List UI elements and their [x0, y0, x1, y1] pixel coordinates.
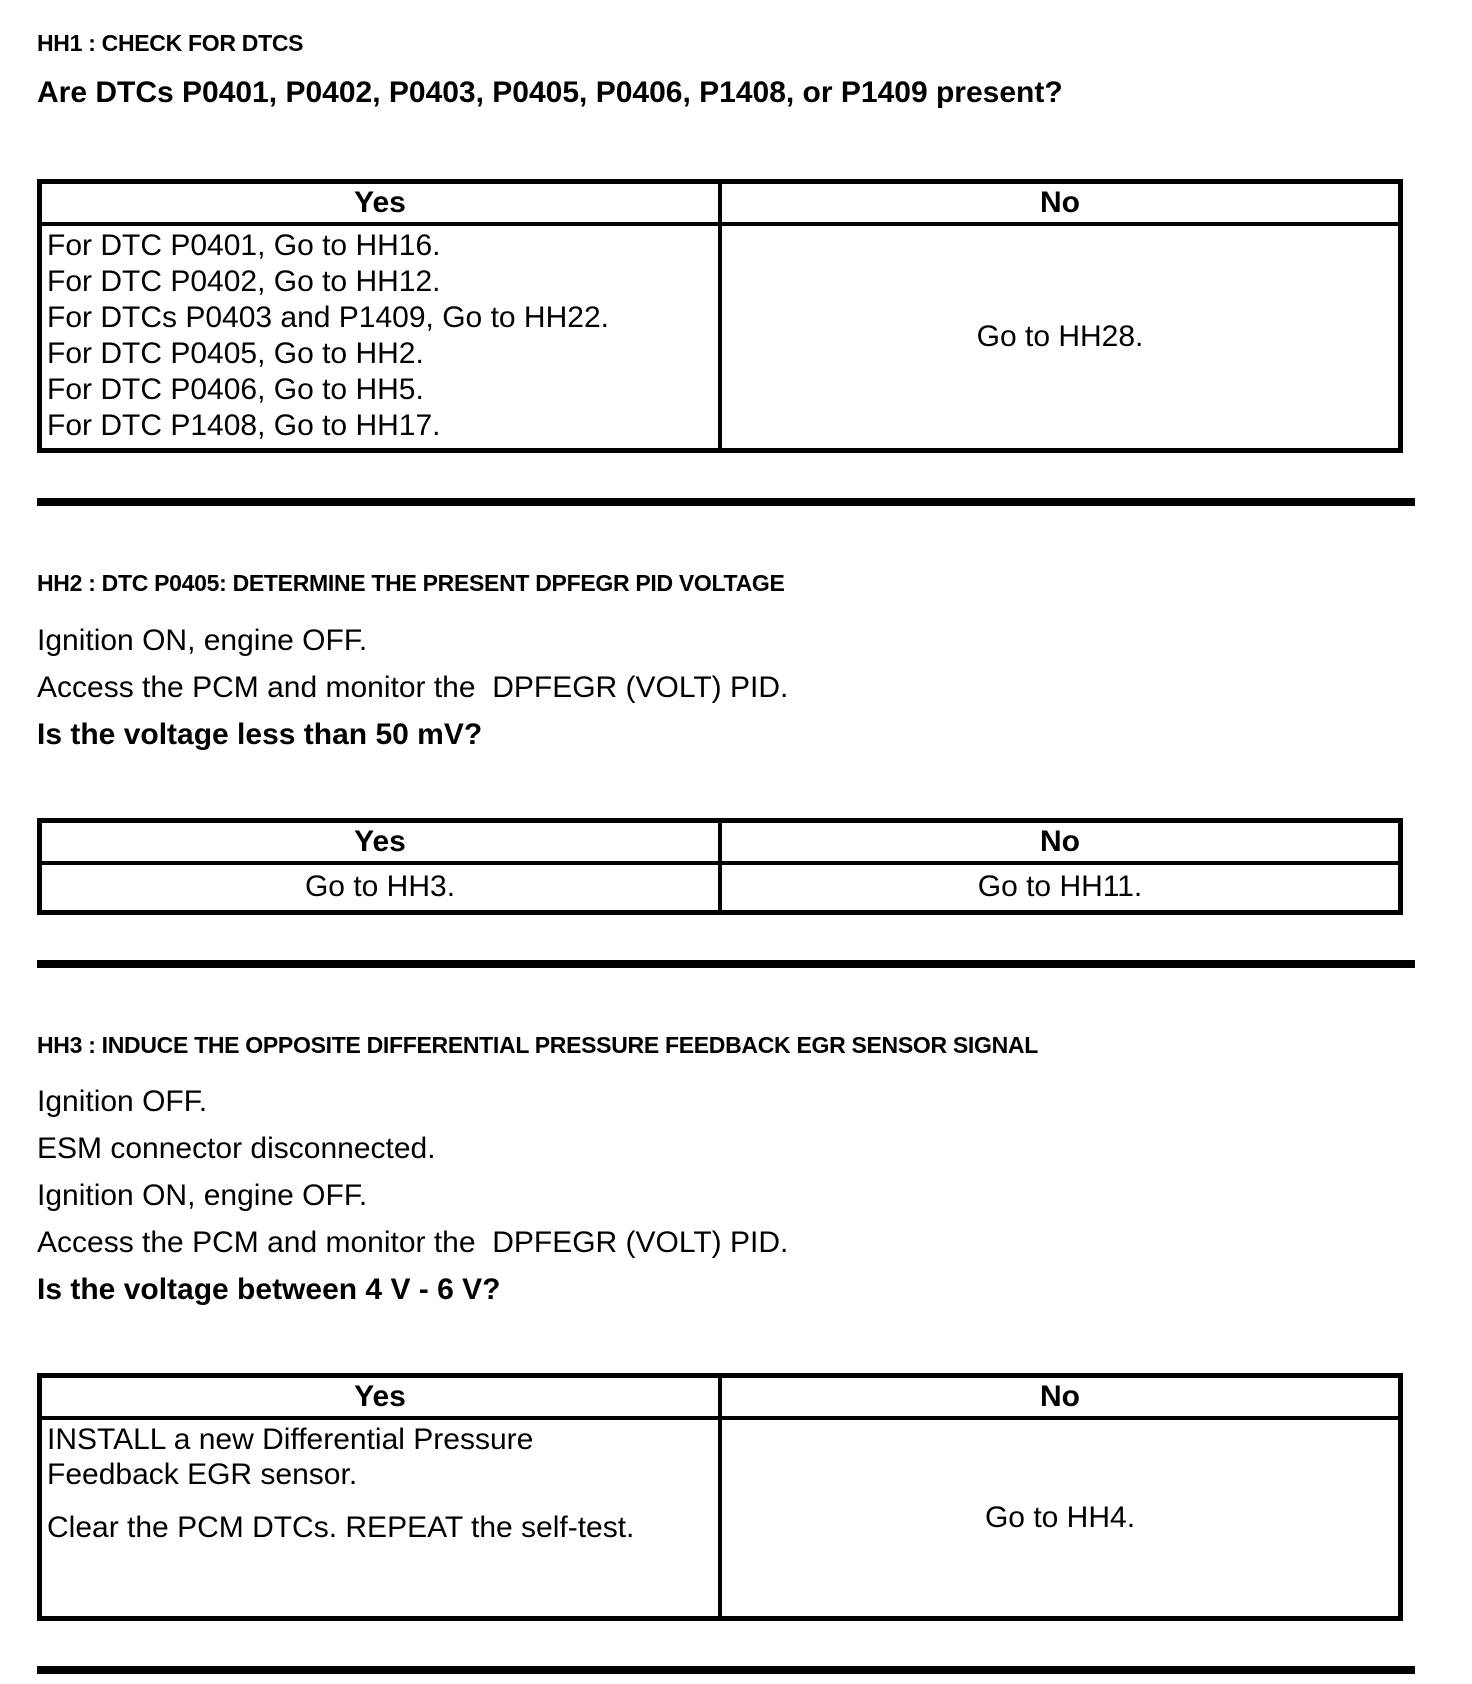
decision-table-hh2-body	[40, 863, 1401, 913]
yes-action: Go to HH3.	[304, 870, 456, 904]
result-row	[40, 224, 1401, 451]
no-header: No	[720, 1376, 1401, 1419]
decision-table-hh3-header	[40, 1376, 1401, 1419]
step-instruction: ESM connector disconnected.	[37, 1132, 436, 1166]
yes-cell	[40, 1418, 721, 1619]
yes-action-line: For DTC P0402, Go to HH12.	[47, 265, 441, 299]
yes-header: Yes	[40, 182, 721, 225]
yes-action-line: For DTC P0401, Go to HH16.	[47, 229, 441, 263]
yes-cell	[40, 224, 721, 451]
no-cell	[720, 1418, 1401, 1619]
step-title-hh1: HH1 : CHECK FOR DTCS	[37, 30, 304, 56]
step-instruction: Access the PCM and monitor the DPFEGR (VOLT) PID.	[37, 1226, 789, 1260]
decision-table-hh3-body	[40, 1418, 1401, 1619]
step-instruction: Access the PCM and monitor the DPFEGR (VOLT) PID.	[37, 670, 789, 704]
no-action: Go to HH28.	[976, 320, 1144, 354]
decision-table-hh1	[37, 179, 1403, 453]
step-instruction: Ignition ON, engine OFF.	[37, 1179, 368, 1213]
decision-table-hh1-header	[40, 182, 1401, 225]
result-row	[40, 1418, 1401, 1619]
step-title-hh2: HH2 : DTC P0405: DETERMINE THE PRESENT DPFEGR PID VOLTAGE	[37, 570, 785, 597]
yes-cell	[40, 863, 721, 913]
decision-table-hh2-header	[40, 820, 1401, 863]
yes-action-line: For DTC P0406, Go to HH5.	[47, 373, 424, 407]
decision-table-hh3	[37, 1373, 1403, 1621]
step-title-hh3: HH3 : INDUCE THE OPPOSITE DIFFERENTIAL PRESSURE FEEDBACK EGR SENSOR SIGNAL	[37, 1031, 1038, 1058]
decision-table-hh1-body	[40, 224, 1401, 451]
no-header: No	[720, 182, 1401, 225]
no-header: No	[720, 820, 1401, 863]
header-row	[40, 182, 1401, 225]
no-cell	[720, 863, 1401, 913]
section-hh1	[37, 30, 1472, 453]
header-row	[40, 820, 1401, 863]
no-action: Go to HH11.	[977, 870, 1143, 904]
no-cell	[720, 224, 1401, 451]
yes-action-line: For DTC P0405, Go to HH2.	[47, 337, 424, 371]
decision-table-hh2	[37, 818, 1403, 915]
question-hh1: Are DTCs P0401, P0402, P0403, P0405, P0406, P1408, or P1409 present?	[37, 76, 1063, 110]
yes-header: Yes	[40, 820, 721, 863]
question-hh2: Is the voltage less than 50 mV?	[37, 717, 483, 751]
yes-action-paragraph: INSTALL a new Differential Pressure Feedback EGR sensor.	[47, 1423, 542, 1492]
step-instruction: Ignition ON, engine OFF.	[37, 623, 368, 657]
section-divider	[37, 498, 1415, 506]
yes-action-line: For DTC P1408, Go to HH17.	[47, 409, 441, 443]
step-instruction: Ignition OFF.	[37, 1085, 208, 1119]
yes-header: Yes	[40, 1376, 721, 1419]
section-divider	[37, 960, 1415, 968]
section-divider	[37, 1666, 1415, 1674]
yes-action-paragraph: Clear the PCM DTCs. REPEAT the self-test.	[47, 1511, 635, 1545]
section-hh2	[37, 570, 1472, 914]
question-hh3: Is the voltage between 4 V - 6 V?	[37, 1273, 501, 1307]
header-row	[40, 1376, 1401, 1419]
result-row	[40, 863, 1401, 913]
no-action: Go to HH4.	[984, 1501, 1136, 1535]
yes-action-line: For DTCs P0403 and P1409, Go to HH22.	[47, 301, 609, 335]
section-hh3	[37, 1032, 1472, 1621]
